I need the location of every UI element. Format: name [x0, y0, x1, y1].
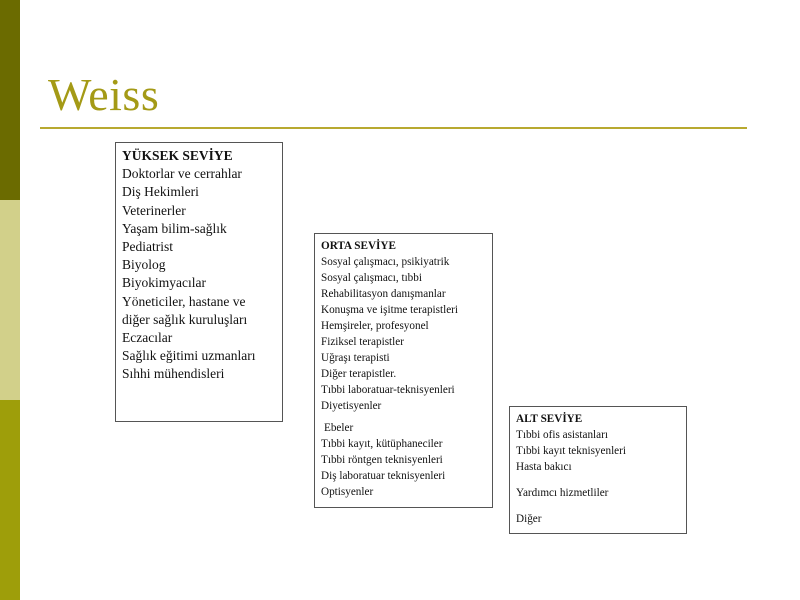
spacer	[516, 475, 686, 485]
list-item: Eczacılar	[122, 330, 173, 346]
list-item: Yöneticiler, hastane ve	[122, 293, 246, 309]
list-item: Diş Hekimleri	[122, 184, 199, 200]
list-item: Optisyenler	[321, 486, 374, 498]
slide-title: Weiss	[48, 69, 160, 120]
list-item: diğer sağlık kuruluşları	[122, 311, 248, 327]
list-item: Yardımcı hizmetliler	[516, 487, 609, 499]
accent-bar-top	[0, 0, 20, 200]
low-level-box	[509, 406, 687, 534]
list-item: Diş laboratuar teknisyenleri	[321, 470, 446, 482]
accent-bar-middle	[0, 200, 20, 400]
low-level-heading: ALT SEVİYE	[516, 413, 583, 425]
list-item: Veterinerler	[122, 202, 186, 218]
list-item: Tıbbi ofis asistanları	[516, 429, 608, 441]
list-item: Diyetisyenler	[321, 400, 382, 412]
list-item: Rehabilitasyon danışmanlar	[321, 288, 446, 300]
list-item: Tıbbi kayıt teknisyenleri	[516, 445, 626, 457]
list-item: Hemşireler, profesyonel	[321, 320, 429, 332]
list-item: Diğer terapistler.	[321, 368, 397, 380]
list-item: Ebeler	[324, 422, 354, 434]
title-underline	[40, 127, 747, 129]
accent-bar-bottom	[0, 400, 20, 600]
list-item: Pediatrist	[122, 239, 173, 255]
list-item: Tıbbi kayıt, kütüphaneciler	[321, 438, 443, 450]
list-item: Sıhhi mühendisleri	[122, 366, 225, 382]
list-item: Biyolog	[122, 257, 166, 273]
high-level-box	[115, 142, 283, 422]
list-item: Diğer	[516, 513, 542, 525]
list-item: Sosyal çalışmacı, tıbbi	[321, 272, 422, 284]
mid-level-box	[314, 233, 493, 508]
list-item: Uğraşı terapisti	[321, 352, 390, 364]
list-item: Sağlık eğitimi uzmanları	[122, 348, 256, 364]
list-item: Fiziksel terapistler	[321, 336, 404, 348]
list-item: Sosyal çalışmacı, psikiyatrik	[321, 256, 450, 268]
list-item: Tıbbi laboratuar-teknisyenleri	[321, 384, 455, 396]
list-item: Hasta bakıcı	[516, 461, 572, 473]
high-level-heading: YÜKSEK SEVİYE	[122, 148, 233, 163]
mid-level-heading: ORTA SEVİYE	[321, 240, 396, 252]
list-item: Tıbbi röntgen teknisyenleri	[321, 454, 443, 466]
list-item: Biyokimyacılar	[122, 275, 206, 291]
list-item: Yaşam bilim-sağlık	[122, 220, 227, 236]
list-item: Doktorlar ve cerrahlar	[122, 166, 242, 182]
list-item: Konuşma ve işitme terapistleri	[321, 304, 459, 316]
spacer	[516, 501, 686, 511]
